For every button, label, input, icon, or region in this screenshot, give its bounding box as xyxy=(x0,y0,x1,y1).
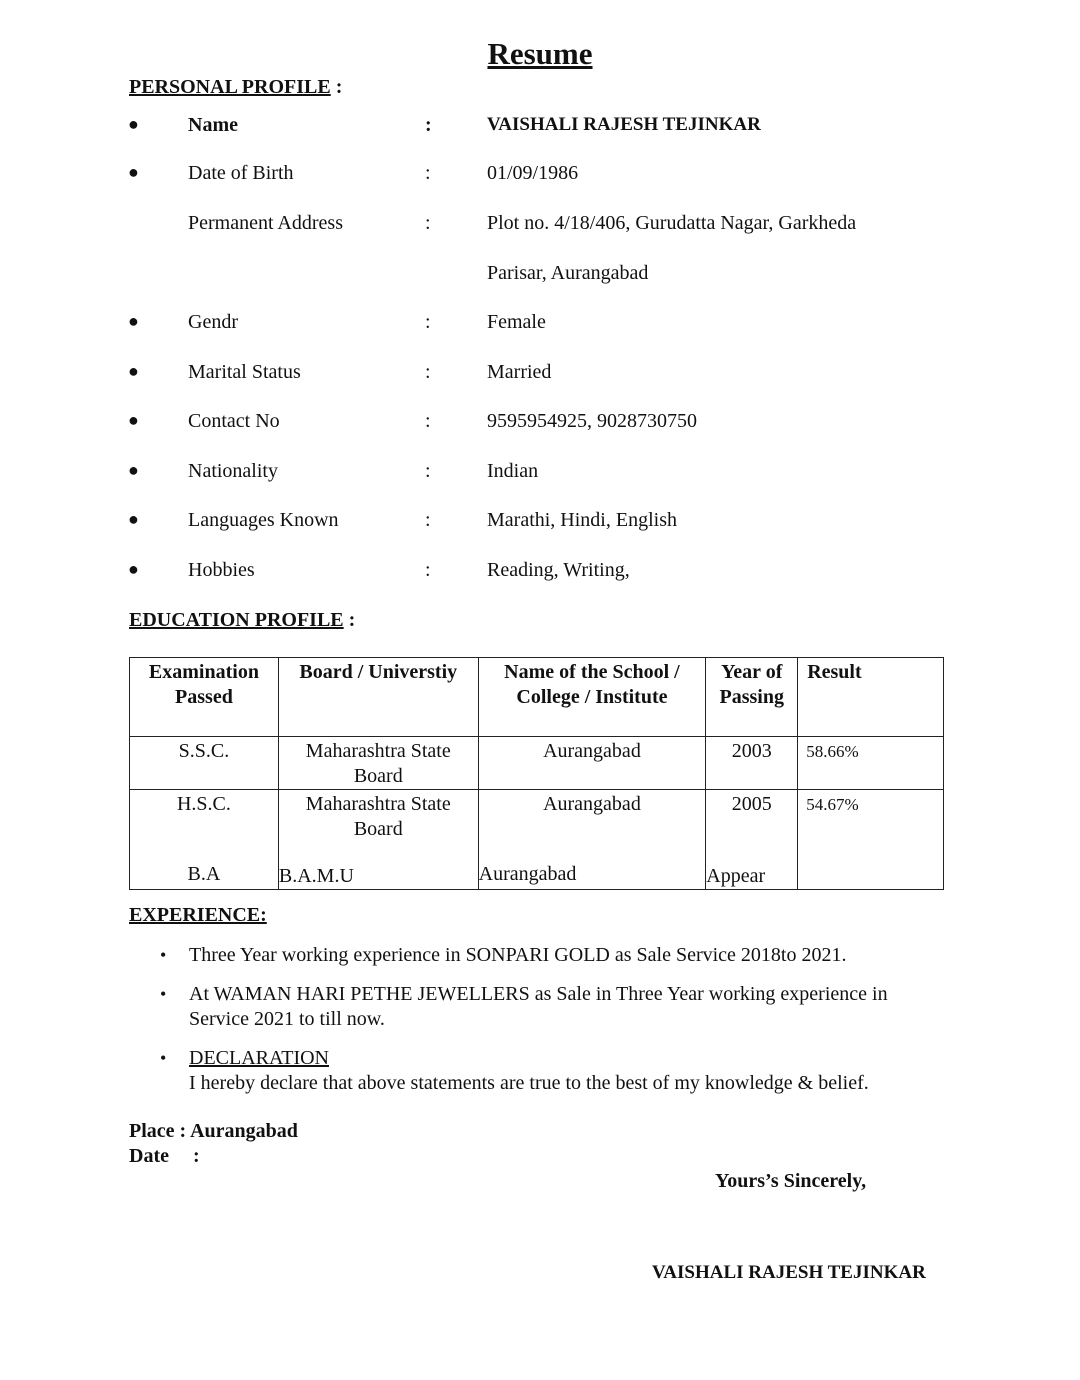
declaration-block xyxy=(189,1046,949,1096)
profile-colon: : xyxy=(425,162,431,184)
profile-label: Permanent Address xyxy=(188,212,343,234)
bullet-icon: ● xyxy=(128,114,139,134)
profile-value: Plot no. 4/18/406, Gurudatta Nagar, Garkheda xyxy=(487,212,857,234)
table-row xyxy=(130,846,944,890)
bullet-icon: ● xyxy=(128,162,139,182)
declaration-title: DECLARATION xyxy=(189,1047,329,1069)
profile-value: Married xyxy=(487,361,552,383)
date-label: Date xyxy=(129,1145,169,1167)
profile-colon: : xyxy=(425,559,431,581)
profile-row-nationality xyxy=(128,460,988,490)
cell-board xyxy=(278,737,478,790)
profile-colon: : xyxy=(425,361,431,383)
bullet-icon: ● xyxy=(128,559,139,579)
bullet-icon: ● xyxy=(128,311,139,331)
profile-value: 9595954925, 9028730750 xyxy=(487,410,697,432)
education-profile-heading-colon: : xyxy=(343,609,356,631)
profile-value: 01/09/1986 xyxy=(487,162,579,184)
profile-label: Contact No xyxy=(188,410,280,432)
header-board xyxy=(278,658,478,737)
header-line: Passing xyxy=(719,686,784,708)
profile-label: Gendr xyxy=(188,311,238,333)
signature-name: VAISHALI RAJESH TEJINKAR xyxy=(652,1262,926,1283)
education-profile-heading-text: EDUCATION PROFILE xyxy=(129,609,344,631)
cell-school: Aurangabad xyxy=(478,846,706,890)
personal-profile-heading-text: PERSONAL PROFILE xyxy=(129,76,331,98)
profile-value: Marathi, Hindi, English xyxy=(487,509,677,531)
education-profile-heading xyxy=(129,609,355,632)
table-row xyxy=(130,737,944,790)
bullet-icon: • xyxy=(160,1048,167,1068)
profile-row-contact xyxy=(128,410,988,440)
profile-value: Reading, Writing, xyxy=(487,559,630,581)
bullet-icon: ● xyxy=(128,509,139,529)
header-line: Result xyxy=(807,661,862,683)
date-value: : xyxy=(192,1145,200,1167)
profile-value: VAISHALI RAJESH TEJINKAR xyxy=(487,114,761,135)
place-label: Place xyxy=(129,1120,175,1142)
profile-row-name xyxy=(128,114,988,144)
declaration-text: I hereby declare that above statements are true to the best of my knowledge & belief. xyxy=(189,1072,869,1094)
experience-heading xyxy=(129,904,267,927)
header-line: Name of the School / xyxy=(504,661,680,683)
header-line: College / Institute xyxy=(516,686,668,708)
header-line: Examination xyxy=(148,661,259,683)
table-row xyxy=(130,790,944,846)
profile-row-hobbies xyxy=(128,559,988,589)
page-title: Resume xyxy=(487,36,593,71)
experience-heading-text: EXPERIENCE: xyxy=(129,904,267,926)
profile-colon: : xyxy=(425,212,431,234)
personal-profile-heading xyxy=(129,76,342,99)
profile-value: Indian xyxy=(487,460,539,482)
header-school xyxy=(478,658,706,737)
profile-colon: : xyxy=(425,410,431,432)
cell-exam: S.S.C. xyxy=(130,737,279,790)
profile-row-marital xyxy=(128,361,988,391)
cell-line: Maharashtra State xyxy=(305,740,451,762)
cell-result: 54.67% xyxy=(798,790,944,846)
cell-year: 2005 xyxy=(706,790,798,846)
profile-row-languages xyxy=(128,509,988,539)
profile-value: Parisar, Aurangabad xyxy=(487,262,649,284)
cell-line: B.A.M.U xyxy=(278,865,354,887)
education-table xyxy=(129,657,944,890)
profile-colon: : xyxy=(425,114,432,136)
cell-exam: B.A xyxy=(130,846,279,890)
profile-row-address-cont xyxy=(128,262,988,292)
header-examination xyxy=(130,658,279,737)
profile-colon: : xyxy=(425,460,431,482)
profile-label: Nationality xyxy=(188,460,278,482)
cell-school: Aurangabad xyxy=(478,790,706,846)
bullet-icon: ● xyxy=(128,460,139,480)
cell-line: Board xyxy=(353,765,403,787)
profile-label: Date of Birth xyxy=(188,162,294,184)
header-year xyxy=(706,658,798,737)
cell-result: 58.66% xyxy=(798,737,944,790)
header-line: Passed xyxy=(175,686,233,708)
place-line xyxy=(129,1120,298,1143)
experience-text: Three Year working experience in SONPARI GOLD as Sale Service 2018to 2021. xyxy=(189,944,847,966)
cell-board xyxy=(278,846,478,890)
experience-text: At WAMAN HARI PETHE JEWELLERS as Sale in Three Year working experience in Service 2021 to till now. xyxy=(189,983,888,1030)
profile-label: Languages Known xyxy=(188,509,339,531)
cell-exam: H.S.C. xyxy=(130,790,279,846)
header-line: Board / Universtiy xyxy=(299,661,458,683)
cell-board xyxy=(278,790,478,846)
personal-profile-heading-colon: : xyxy=(330,76,343,98)
profile-label: Name xyxy=(188,114,238,136)
profile-colon: : xyxy=(425,311,431,333)
closing-text: Yours’s Sincerely, xyxy=(715,1170,867,1192)
table-header-row xyxy=(130,658,944,737)
bullet-icon: • xyxy=(160,984,167,1004)
bullet-icon: • xyxy=(160,945,167,965)
profile-label: Hobbies xyxy=(188,559,255,581)
profile-value: Female xyxy=(487,311,546,333)
cell-year: Appear xyxy=(706,846,798,890)
place-value: : Aurangabad xyxy=(179,1120,298,1142)
header-result xyxy=(798,658,944,737)
profile-colon: : xyxy=(425,509,431,531)
cell-year: 2003 xyxy=(706,737,798,790)
cell-result xyxy=(798,846,944,890)
cell-line: Board xyxy=(353,818,403,840)
profile-row-dob xyxy=(128,162,988,192)
profile-row-address xyxy=(128,212,988,242)
date-line xyxy=(129,1145,200,1168)
bullet-icon: ● xyxy=(128,361,139,381)
profile-label: Marital Status xyxy=(188,361,301,383)
profile-row-gender xyxy=(128,311,988,341)
header-line: Year of xyxy=(721,661,783,683)
bullet-icon: ● xyxy=(128,410,139,430)
cell-school: Aurangabad xyxy=(478,737,706,790)
cell-line: Maharashtra State xyxy=(305,793,451,815)
